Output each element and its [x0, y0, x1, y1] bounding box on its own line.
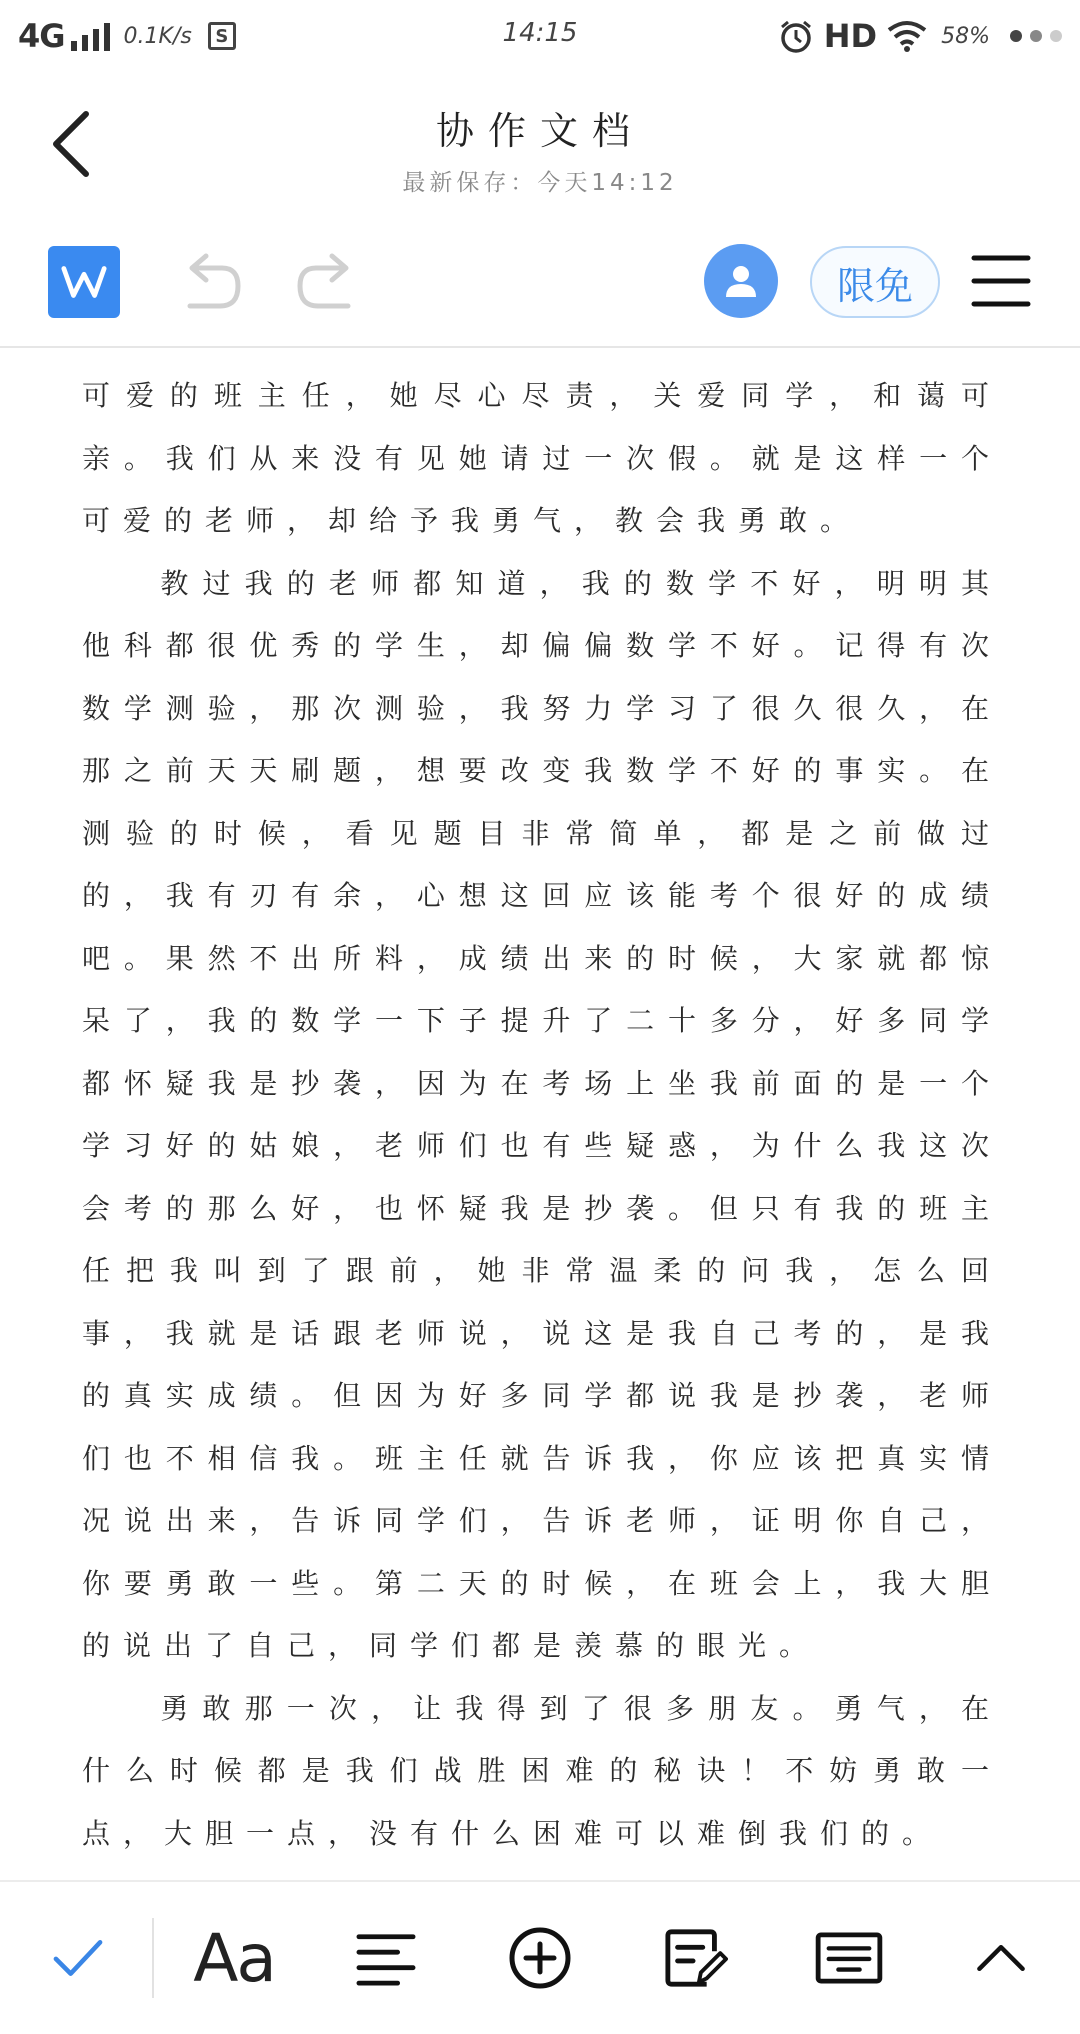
expand-button[interactable] [970, 1920, 1032, 1996]
paragraph-2[interactable]: 教过我的老师都知道，我的数学不好，明明其他科都很优秀的学生，却偏偏数学不好。记得有次数学测验，那次测验，我努力学习了很久很久，在那之前天天刷题，想要改变我数学不好的事实。在测验的时候，看见题目非常简单，都是之前做过的，我有刃有余，心想这回应该能考个很好的成绩吧。果然不出所料，成绩出来的时候，大家就都惊呆了，我的数学一下子提升了二十多分，好多同学都怀疑我是抄袭，因为在考场上坐我前面的是一个学习好的姑娘，老师们也有些疑惑，为什么我这次会考的那么好，也怀疑我是抄袭。但只有我的班主任把我叫到了跟前，她非常温柔的问我，怎么回事，我就是话跟老师说，说这是我自己考的，是我的真实成绩。但因为好多同学都说我是抄袭，老师们也不相信我。班主任就告诉我，你应该把真实情况说出来，告诉同学们，告诉老师，证明你自己，你要勇敢一些。第二天的时候，在班会上，我大胆的说出了自己，同学们都是羡慕的眼光。 [82, 566, 1002, 1662]
network-type: 4G [18, 17, 65, 55]
avatar[interactable] [704, 244, 778, 318]
done-button[interactable] [40, 1920, 116, 1996]
chevron-up-icon [974, 1940, 1028, 1976]
paragraph-1[interactable]: 可爱的班主任，她尽心尽责，关爱同学，和蔼可亲。我们从来没有见她请过一次假。就是这样一个可爱的老师，却给予我勇气，教会我勇敢。 [82, 379, 1002, 537]
redo-icon[interactable] [292, 250, 362, 316]
alarm-icon [778, 18, 814, 54]
plus-circle-icon [507, 1925, 573, 1991]
user-icon [721, 261, 761, 301]
free-badge-button[interactable]: 限免 [810, 246, 940, 318]
battery-level: 58% [941, 23, 990, 49]
keyboard-button[interactable] [814, 1920, 884, 1996]
toolbar-divider [0, 346, 1080, 348]
wifi-icon [887, 20, 927, 52]
align-left-icon [355, 1929, 417, 1987]
insert-button[interactable] [504, 1920, 576, 1996]
hd-indicator: HD [823, 17, 878, 55]
last-saved-label: 最新保存：今天14:12 [402, 170, 678, 196]
w-letter-icon [60, 262, 108, 302]
status-bar [0, 0, 1080, 72]
menu-icon[interactable] [970, 252, 1032, 310]
undo-icon[interactable] [176, 250, 246, 316]
status-time: 14:15 [502, 18, 578, 48]
font-style-button[interactable]: Aa [193, 1919, 275, 1997]
network-speed: 0.1K/s [123, 23, 192, 49]
more-dots-icon [1010, 30, 1062, 42]
page-title: 协作文档 [435, 109, 644, 153]
keyboard-icon [815, 1931, 883, 1985]
bottom-toolbar [0, 1882, 1080, 2034]
notification-s-icon: S [208, 22, 236, 50]
edit-note-button[interactable] [660, 1920, 732, 1996]
check-icon [50, 1935, 106, 1981]
word-logo-icon[interactable] [48, 246, 120, 318]
paragraph-3[interactable]: 勇敢那一次，让我得到了很多朋友。勇气，在什么时候都是我们战胜困难的秘诀！不妨勇敢一点，大胆一点，没有什么困难可以难倒我们的。 [82, 1691, 1002, 1850]
status-right [778, 14, 1062, 58]
paragraph-align-button[interactable] [352, 1920, 420, 1996]
edit-note-icon [664, 1926, 728, 1990]
bottom-separator [152, 1918, 154, 1998]
document-content[interactable] [82, 365, 1002, 1875]
